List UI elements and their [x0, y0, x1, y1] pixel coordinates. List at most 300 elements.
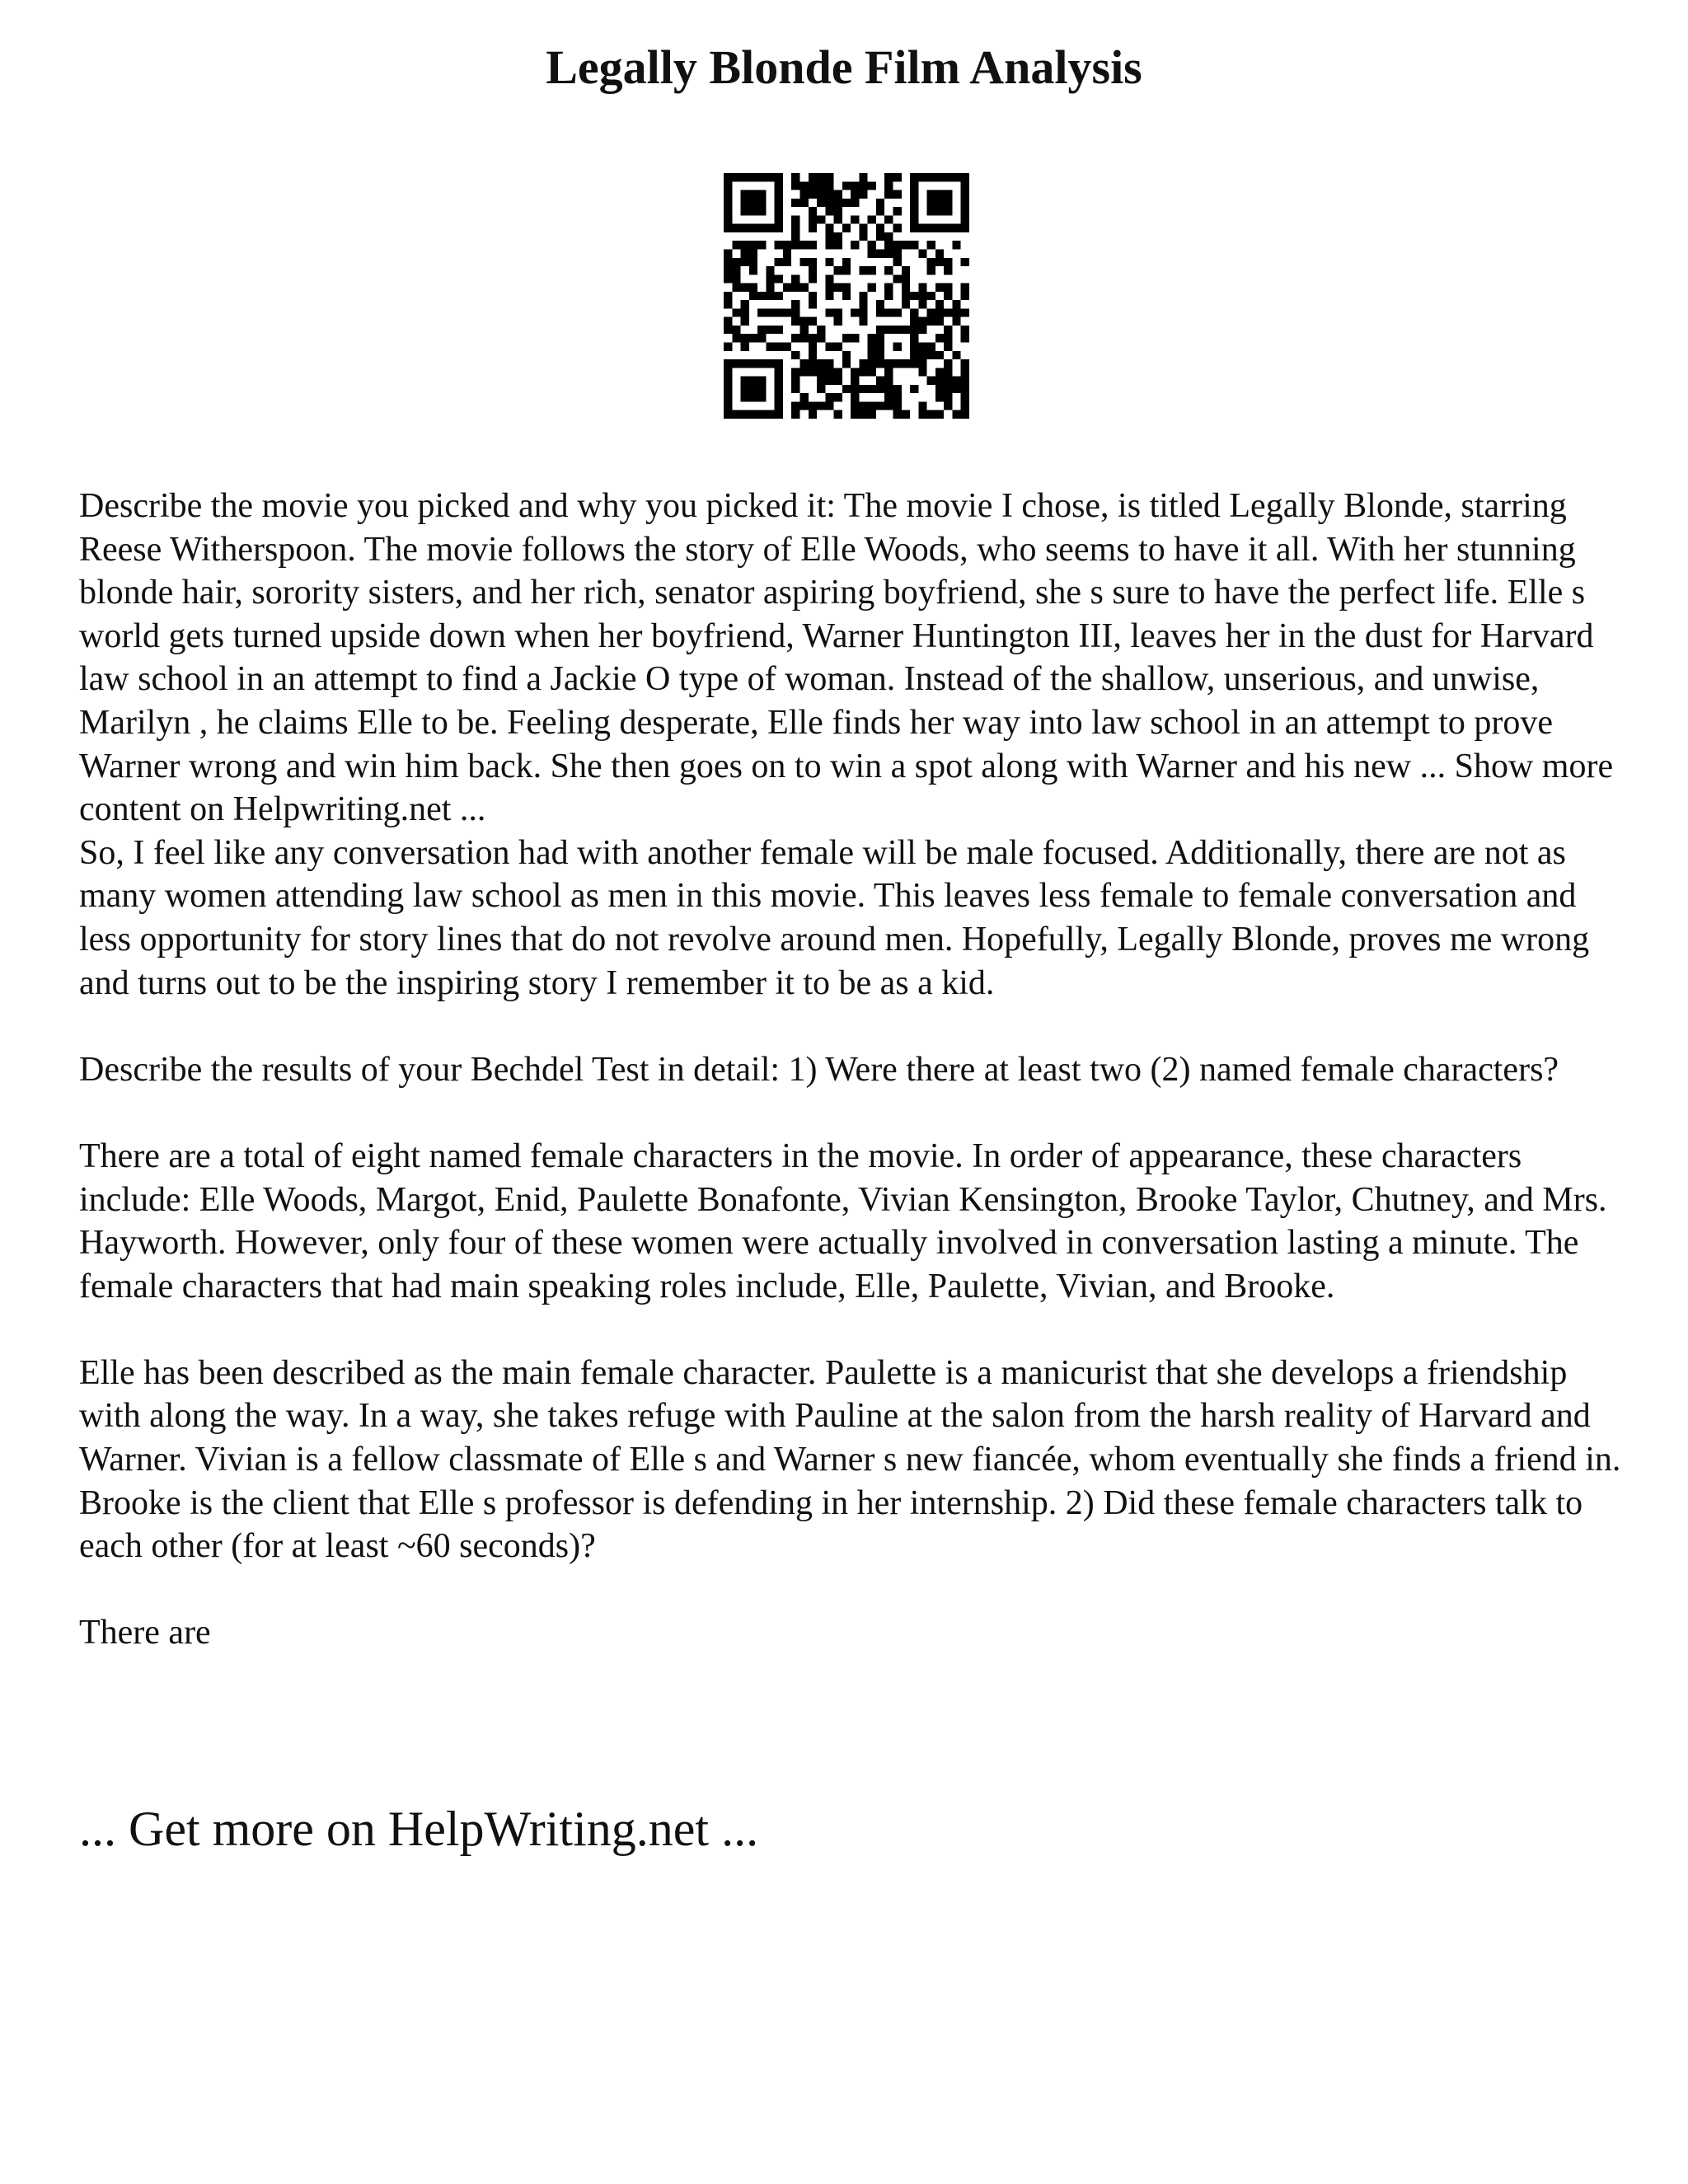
qr-module	[893, 249, 902, 257]
qr-module	[724, 410, 732, 419]
qr-module	[775, 292, 783, 300]
qr-module	[809, 241, 817, 249]
qr-module	[724, 343, 732, 351]
qr-module	[775, 326, 783, 334]
qr-module	[961, 410, 969, 419]
qr-module	[783, 249, 791, 257]
qr-module	[749, 190, 757, 199]
qr-module	[766, 308, 774, 316]
qr-module	[952, 308, 960, 316]
qr-module	[749, 207, 757, 215]
qr-module	[775, 377, 783, 385]
qr-module	[809, 401, 817, 410]
qr-module	[961, 385, 969, 393]
qr-module	[876, 207, 884, 215]
qr-module	[961, 308, 969, 316]
qr-module	[749, 359, 757, 368]
qr-module	[791, 308, 799, 316]
qr-module	[766, 410, 774, 419]
qr-module	[757, 207, 766, 215]
qr-module	[876, 351, 884, 359]
qr-module	[902, 300, 910, 308]
qr-module	[918, 401, 926, 410]
qr-module	[935, 199, 944, 207]
qr-module	[799, 368, 808, 376]
qr-module	[961, 368, 969, 376]
qr-module	[791, 410, 799, 419]
qr-module	[842, 284, 851, 292]
qr-module	[809, 215, 817, 223]
qr-module	[918, 326, 926, 334]
qr-module	[834, 317, 842, 326]
qr-module	[825, 232, 833, 241]
qr-module	[935, 368, 944, 376]
paragraph-bechdel-question-1: Describe the results of your Bechdel Test in detail: 1) Were there at least two (2) named female characters?	[79, 1050, 1559, 1089]
qr-module	[884, 215, 893, 223]
qr-module	[876, 334, 884, 342]
qr-module	[902, 359, 910, 368]
qr-module	[944, 199, 952, 207]
qr-module	[741, 385, 749, 393]
qr-module	[834, 343, 842, 351]
qr-module	[825, 292, 833, 300]
qr-module	[825, 241, 833, 249]
qr-module	[893, 401, 902, 410]
qr-module	[791, 241, 799, 249]
qr-module	[893, 190, 902, 199]
qr-module	[741, 317, 749, 326]
qr-module	[783, 343, 791, 351]
qr-module	[952, 224, 960, 232]
qr-module	[961, 401, 969, 410]
qr-module	[876, 326, 884, 334]
qr-module	[961, 292, 969, 300]
qr-module	[775, 410, 783, 419]
qr-module	[724, 385, 732, 393]
qr-module	[775, 190, 783, 199]
qr-module	[910, 385, 918, 393]
paragraph-there-are: There are	[79, 1614, 211, 1652]
qr-module	[859, 317, 867, 326]
paragraph-character-descriptions: Elle has been described as the main female character. Paulette is a manicurist that she develops a friendship with along the way. In a way, she takes refuge with Pauline at the salon from the harsh reality of Harvard and Warner. Vivian is a fellow classmate of Elle s and Warner s new fiancée, whom eventually she finds a friend in. Brooke is the client that Elle s professor is defending in her internship. 2) Did these female characters talk to each other (for at least ~60 seconds)?	[79, 1353, 1621, 1566]
qr-module	[825, 199, 833, 207]
qr-module	[884, 326, 893, 334]
qr-module	[893, 410, 902, 419]
qr-module	[825, 224, 833, 232]
qr-module	[944, 359, 952, 368]
qr-module	[851, 241, 859, 249]
qr-module	[741, 173, 749, 181]
qr-module	[834, 199, 842, 207]
qr-module	[724, 368, 732, 376]
qr-module	[859, 410, 867, 419]
qr-module	[766, 359, 774, 368]
qr-module	[732, 284, 740, 292]
qr-module	[876, 343, 884, 351]
qr-module	[944, 308, 952, 316]
qr-module	[741, 190, 749, 199]
qr-module	[961, 284, 969, 292]
qr-module	[757, 393, 766, 401]
qr-module	[817, 385, 825, 393]
qr-module	[766, 326, 774, 334]
qr-module	[817, 377, 825, 385]
qr-module	[927, 241, 935, 249]
qr-module	[859, 181, 867, 190]
qr-module	[918, 300, 926, 308]
qr-module	[741, 359, 749, 368]
qr-module	[809, 207, 817, 215]
qr-module	[799, 190, 808, 199]
qr-module	[851, 199, 859, 207]
qr-module	[842, 359, 851, 368]
qr-module	[868, 266, 876, 274]
qr-module	[775, 359, 783, 368]
qr-module	[876, 385, 884, 393]
qr-module	[961, 359, 969, 368]
qr-module	[910, 317, 918, 326]
qr-module	[809, 224, 817, 232]
qr-module	[834, 207, 842, 215]
qr-module	[732, 266, 740, 274]
paragraph-named-characters: There are a total of eight named female characters in the movie. In order of appearance, these characters include: Elle Woods, Margot, Enid, Paulette Bonafonte, Vivian Kensington, Brooke Taylor, Chutney, and Mrs. Hayworth. However, only four of these women were actually involved in conversation lasting a minute. The female characters that had main speaking roles include, Elle, Paulette, Vivian, and Brooke.	[79, 1137, 1607, 1305]
qr-module	[842, 199, 851, 207]
qr-module	[766, 274, 774, 283]
qr-module	[918, 284, 926, 292]
qr-module	[817, 173, 825, 181]
qr-module	[884, 266, 893, 274]
qr-module	[910, 326, 918, 334]
qr-module	[749, 284, 757, 292]
qr-module	[961, 199, 969, 207]
qr-module	[910, 207, 918, 215]
qr-module	[775, 385, 783, 393]
qr-module	[791, 334, 799, 342]
qr-module	[918, 317, 926, 326]
qr-module	[757, 173, 766, 181]
qr-module	[783, 284, 791, 292]
qr-module	[927, 266, 935, 274]
qr-module	[825, 308, 833, 316]
qr-module	[741, 308, 749, 316]
qr-module	[834, 190, 842, 199]
qr-module	[893, 173, 902, 181]
qr-module	[944, 284, 952, 292]
qr-module	[842, 224, 851, 232]
qr-module	[902, 266, 910, 274]
qr-module	[757, 190, 766, 199]
qr-module	[927, 317, 935, 326]
qr-module	[825, 173, 833, 181]
qr-module	[724, 292, 732, 300]
qr-module	[799, 359, 808, 368]
qr-module	[783, 258, 791, 266]
qr-module	[757, 377, 766, 385]
qr-module	[876, 308, 884, 316]
qr-module	[944, 401, 952, 410]
qr-module	[775, 343, 783, 351]
qr-module	[775, 224, 783, 232]
qr-module	[791, 317, 799, 326]
qr-module	[910, 190, 918, 199]
qr-module	[724, 317, 732, 326]
qr-module	[935, 334, 944, 342]
qr-module	[902, 274, 910, 283]
qr-module	[724, 359, 732, 368]
qr-module	[766, 292, 774, 300]
qr-module	[825, 181, 833, 190]
qr-module	[757, 199, 766, 207]
qr-module	[809, 410, 817, 419]
qr-module	[910, 308, 918, 316]
qr-module	[741, 300, 749, 308]
qr-module	[724, 215, 732, 223]
qr-module	[935, 258, 944, 266]
qr-module	[749, 224, 757, 232]
qr-module	[935, 190, 944, 199]
qr-module	[868, 385, 876, 393]
qr-module	[893, 326, 902, 334]
qr-module	[935, 300, 944, 308]
qr-module	[842, 266, 851, 274]
qr-module	[859, 368, 867, 376]
qr-module	[749, 385, 757, 393]
qr-module	[910, 224, 918, 232]
qr-module	[893, 359, 902, 368]
qr-module	[724, 393, 732, 401]
qr-module	[884, 377, 893, 385]
qr-module	[868, 401, 876, 410]
qr-module	[893, 258, 902, 266]
qr-module	[791, 173, 799, 181]
qr-module	[876, 199, 884, 207]
qr-module	[851, 385, 859, 393]
qr-module	[961, 326, 969, 334]
qr-module	[961, 215, 969, 223]
qr-module	[902, 241, 910, 249]
qr-module	[775, 258, 783, 266]
qr-module	[825, 401, 833, 410]
qr-module	[935, 249, 944, 257]
qr-module	[791, 274, 799, 283]
qr-module	[944, 343, 952, 351]
qr-module	[961, 334, 969, 342]
qr-module	[952, 410, 960, 419]
qr-module	[741, 410, 749, 419]
qr-module	[910, 334, 918, 342]
qr-module	[918, 351, 926, 359]
qr-module	[952, 173, 960, 181]
qr-module	[757, 385, 766, 393]
qr-code-icon	[724, 173, 969, 419]
qr-module	[902, 292, 910, 300]
qr-module	[775, 401, 783, 410]
qr-module	[842, 385, 851, 393]
qr-module	[741, 343, 749, 351]
qr-module	[791, 351, 799, 359]
qr-module	[724, 266, 732, 274]
qr-module	[851, 401, 859, 410]
qr-module	[893, 224, 902, 232]
qr-module	[918, 410, 926, 419]
qr-module	[741, 393, 749, 401]
qr-module	[757, 308, 766, 316]
document-title: Legally Blonde Film Analysis	[546, 40, 1142, 94]
qr-module	[724, 249, 732, 257]
qr-module	[825, 284, 833, 292]
qr-module	[868, 215, 876, 223]
qr-module	[944, 190, 952, 199]
qr-module	[918, 249, 926, 257]
qr-module	[791, 199, 799, 207]
qr-module	[884, 385, 893, 393]
qr-module	[817, 190, 825, 199]
qr-module	[809, 266, 817, 274]
qr-module	[944, 393, 952, 401]
qr-module	[935, 351, 944, 359]
qr-module	[927, 173, 935, 181]
qr-module	[749, 334, 757, 342]
qr-module	[817, 401, 825, 410]
qr-module	[910, 359, 918, 368]
qr-module	[944, 207, 952, 215]
qr-module	[893, 207, 902, 215]
qr-module	[935, 173, 944, 181]
qr-module	[944, 334, 952, 342]
qr-module	[825, 359, 833, 368]
qr-module	[884, 241, 893, 249]
qr-module	[910, 292, 918, 300]
qr-module	[851, 410, 859, 419]
qr-module	[724, 274, 732, 283]
qr-module	[809, 190, 817, 199]
qr-module	[783, 308, 791, 316]
qr-module	[842, 334, 851, 342]
qr-module	[851, 308, 859, 316]
qr-module	[927, 199, 935, 207]
qr-module	[935, 224, 944, 232]
qr-module	[927, 308, 935, 316]
qr-module	[927, 190, 935, 199]
qr-module	[791, 232, 799, 241]
qr-module	[724, 181, 732, 190]
qr-module	[927, 258, 935, 266]
qr-module	[952, 385, 960, 393]
qr-module	[935, 207, 944, 215]
qr-module	[842, 181, 851, 190]
qr-module	[724, 207, 732, 215]
qr-module	[961, 224, 969, 232]
qr-module	[749, 266, 757, 274]
qr-module	[766, 343, 774, 351]
qr-module	[724, 258, 732, 266]
qr-module	[749, 292, 757, 300]
qr-module	[749, 173, 757, 181]
qr-module	[809, 181, 817, 190]
qr-module	[749, 377, 757, 385]
qr-module	[884, 284, 893, 292]
qr-module	[732, 241, 740, 249]
qr-module	[868, 351, 876, 359]
document-body	[79, 485, 1629, 1655]
qr-module	[944, 224, 952, 232]
qr-module	[809, 300, 817, 308]
paragraph-movie-description: Describe the movie you picked and why you picked it: The movie I chose, is titled Legally Blonde, starring Reese Witherspoon. The movie follows the story of Elle Woods, who seems to have it all. With her stunning blonde hair, sorority sisters, and her rich, senator aspiring boyfriend, she s sure to have the perfect life. Elle s world gets turned upside down when her boyfriend, Warner Huntington III, leaves her in the dust for Harvard law school in an attempt to find a Jackie O type of woman. Instead of the shallow, unserious, and unwise, Marilyn , he claims Elle to be. Feeling desperate, Elle finds her way into law school in an attempt to prove Warner wrong and win him back. She then goes on to win a spot along with Warner and his new ... Show more content on Helpwriting.net ...	[79, 487, 1614, 829]
qr-module	[724, 190, 732, 199]
qr-module	[918, 173, 926, 181]
qr-module	[944, 326, 952, 334]
qr-module	[799, 326, 808, 334]
qr-module	[817, 215, 825, 223]
qr-module	[910, 199, 918, 207]
qr-module	[952, 377, 960, 385]
qr-module	[791, 284, 799, 292]
qr-module	[918, 292, 926, 300]
qr-module	[935, 385, 944, 393]
qr-module	[809, 292, 817, 300]
qr-module	[775, 181, 783, 190]
qr-module	[775, 308, 783, 316]
qr-module	[749, 249, 757, 257]
qr-module	[817, 359, 825, 368]
qr-module	[884, 249, 893, 257]
qr-module	[918, 343, 926, 351]
qr-module	[741, 207, 749, 215]
qr-module	[741, 284, 749, 292]
qr-module	[952, 241, 960, 249]
qr-module	[868, 249, 876, 257]
qr-module	[859, 385, 867, 393]
qr-module	[884, 308, 893, 316]
qr-module	[724, 224, 732, 232]
qr-module	[724, 300, 732, 308]
qr-module	[876, 377, 884, 385]
qr-module	[799, 284, 808, 292]
get-more-link[interactable]: ... Get more on HelpWriting.net ...	[79, 1802, 759, 1856]
qr-module	[876, 359, 884, 368]
qr-module	[851, 368, 859, 376]
qr-module	[799, 334, 808, 342]
qr-module	[834, 308, 842, 316]
qr-module	[791, 300, 799, 308]
qr-module	[851, 377, 859, 385]
qr-module	[799, 317, 808, 326]
qr-module	[859, 266, 867, 274]
qr-module	[834, 410, 842, 419]
qr-module	[952, 317, 960, 326]
qr-module	[757, 326, 766, 334]
qr-module	[851, 190, 859, 199]
qr-module	[961, 393, 969, 401]
qr-module	[766, 266, 774, 274]
qr-module	[868, 368, 876, 376]
qr-module	[775, 207, 783, 215]
qr-module	[884, 232, 893, 241]
qr-module	[825, 258, 833, 266]
paragraph-male-focused: So, I feel like any conversation had with another female will be male focused. Additionally, there are not as many women attending law school as men in this movie. This leaves less female to female conversation and less opportunity for story lines that do not revolve around men. Hopefully, Legally Blonde, proves me wrong and turns out to be the inspiring story I remember it to be as a kid.	[79, 833, 1590, 1002]
qr-module	[927, 351, 935, 359]
qr-module	[775, 199, 783, 207]
qr-module	[910, 181, 918, 190]
qr-module	[842, 292, 851, 300]
qr-module	[834, 368, 842, 376]
qr-module	[910, 241, 918, 249]
qr-module	[809, 173, 817, 181]
qr-module	[935, 317, 944, 326]
qr-module	[893, 308, 902, 316]
qr-module	[834, 393, 842, 401]
qr-module	[893, 343, 902, 351]
